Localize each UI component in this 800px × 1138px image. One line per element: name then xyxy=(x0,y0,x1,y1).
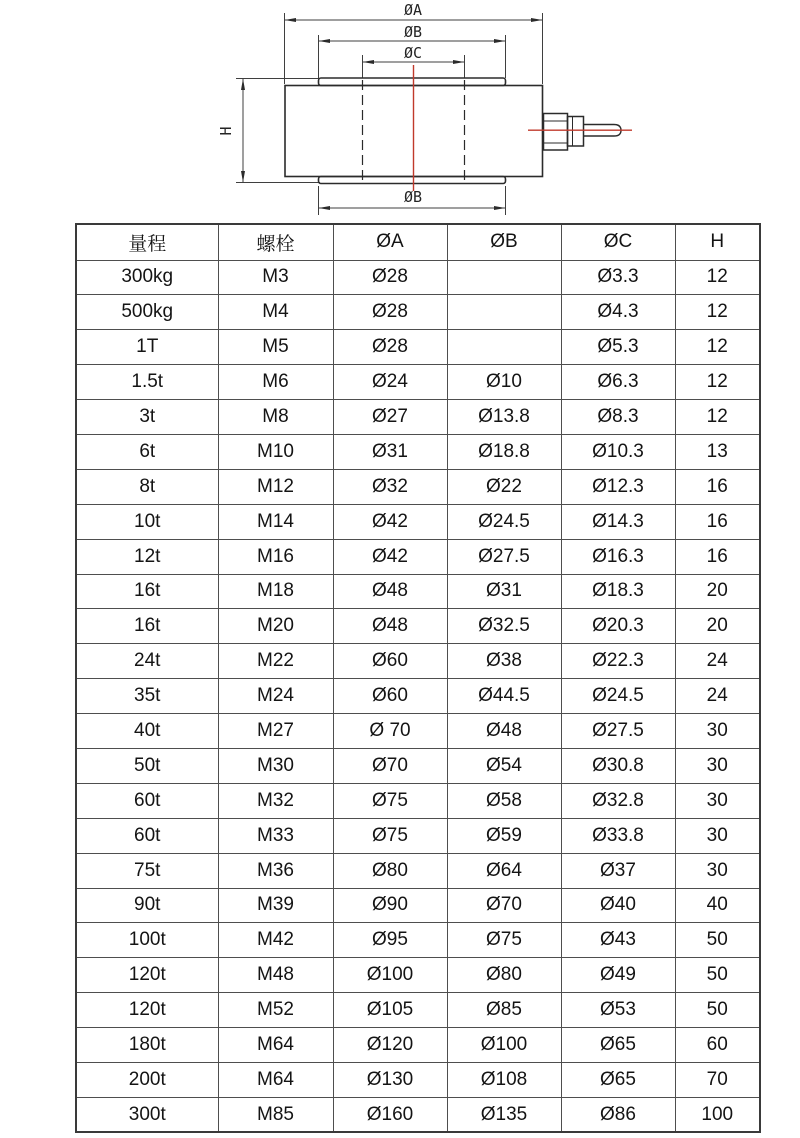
table-cell: Ø58 xyxy=(447,783,561,818)
table-cell: Ø70 xyxy=(333,748,447,783)
table-cell: M52 xyxy=(218,993,333,1028)
table-cell: 1T xyxy=(76,330,218,365)
extension-lines xyxy=(236,13,543,215)
table-row xyxy=(76,330,760,365)
table-cell: 13 xyxy=(675,434,760,469)
table-cell: 12 xyxy=(675,365,760,400)
table-row xyxy=(76,748,760,783)
table-row xyxy=(76,469,760,504)
table-cell: M64 xyxy=(218,1028,333,1063)
table-cell: 75t xyxy=(76,853,218,888)
table-cell: Ø6.3 xyxy=(561,365,675,400)
table-cell: Ø42 xyxy=(333,539,447,574)
table-row xyxy=(76,783,760,818)
column-header-range: 量程 xyxy=(76,224,218,260)
table-cell: Ø30.8 xyxy=(561,748,675,783)
table-cell: Ø86 xyxy=(561,1097,675,1132)
column-header-dia-a: ØA xyxy=(333,224,447,260)
table-row xyxy=(76,504,760,539)
table-cell: Ø108 xyxy=(447,1062,561,1097)
table-cell: Ø22 xyxy=(447,469,561,504)
table-row xyxy=(76,644,760,679)
table-cell: 100 xyxy=(675,1097,760,1132)
table-cell: 3t xyxy=(76,400,218,435)
table-cell: M8 xyxy=(218,400,333,435)
table-cell: M6 xyxy=(218,365,333,400)
table-cell: 50 xyxy=(675,923,760,958)
bottom-cap xyxy=(319,177,506,184)
table-row xyxy=(76,853,760,888)
table-cell: Ø95 xyxy=(333,923,447,958)
cable-gland xyxy=(544,114,622,151)
table-cell: Ø14.3 xyxy=(561,504,675,539)
table-row xyxy=(76,1028,760,1063)
table-cell: M3 xyxy=(218,260,333,295)
column-header-dia-b: ØB xyxy=(447,224,561,260)
table-cell: 300kg xyxy=(76,260,218,295)
table-cell xyxy=(447,330,561,365)
table-cell: M30 xyxy=(218,748,333,783)
table-row xyxy=(76,260,760,295)
table-cell xyxy=(447,295,561,330)
table-cell: M39 xyxy=(218,888,333,923)
table-cell: Ø37 xyxy=(561,853,675,888)
table-cell: 200t xyxy=(76,1062,218,1097)
table-cell: Ø18.3 xyxy=(561,574,675,609)
table-row xyxy=(76,609,760,644)
table-cell: Ø75 xyxy=(333,783,447,818)
table-cell: 24 xyxy=(675,644,760,679)
table-cell: M18 xyxy=(218,574,333,609)
table-cell: Ø75 xyxy=(447,923,561,958)
dim-label-dia-c: ØC xyxy=(403,44,423,62)
table-cell: Ø12.3 xyxy=(561,469,675,504)
table-cell: M32 xyxy=(218,783,333,818)
table-cell: Ø8.3 xyxy=(561,400,675,435)
table-row xyxy=(76,365,760,400)
table-cell: 6t xyxy=(76,434,218,469)
dim-label-height: H xyxy=(217,126,235,136)
table-cell: M36 xyxy=(218,853,333,888)
table-cell: Ø27.5 xyxy=(561,714,675,749)
table-cell xyxy=(447,260,561,295)
table-cell: 1.5t xyxy=(76,365,218,400)
table-cell: M5 xyxy=(218,330,333,365)
table-cell: 35t xyxy=(76,679,218,714)
table-cell: Ø75 xyxy=(333,818,447,853)
table-cell: M16 xyxy=(218,539,333,574)
table-cell: Ø27 xyxy=(333,400,447,435)
table-cell: 180t xyxy=(76,1028,218,1063)
table-cell: M22 xyxy=(218,644,333,679)
table-cell: Ø48 xyxy=(447,714,561,749)
centerlines xyxy=(414,65,633,191)
table-header-row xyxy=(76,224,760,260)
table-cell: Ø13.8 xyxy=(447,400,561,435)
table-cell: 10t xyxy=(76,504,218,539)
table-cell: Ø32 xyxy=(333,469,447,504)
table-cell: Ø53 xyxy=(561,993,675,1028)
table-cell: 60 xyxy=(675,1028,760,1063)
table-cell: 12 xyxy=(675,330,760,365)
table-cell: 50 xyxy=(675,993,760,1028)
table-cell: 8t xyxy=(76,469,218,504)
table-cell: 16 xyxy=(675,469,760,504)
table-row xyxy=(76,400,760,435)
table-cell: Ø27.5 xyxy=(447,539,561,574)
dim-label-dia-b-top: ØB xyxy=(403,23,423,41)
table-cell: Ø130 xyxy=(333,1062,447,1097)
table-cell: Ø70 xyxy=(447,888,561,923)
table-cell: Ø10.3 xyxy=(561,434,675,469)
table-cell: Ø28 xyxy=(333,260,447,295)
table-cell: 300t xyxy=(76,1097,218,1132)
table-row xyxy=(76,888,760,923)
table-row xyxy=(76,1062,760,1097)
table-cell: Ø80 xyxy=(333,853,447,888)
table-cell: Ø33.8 xyxy=(561,818,675,853)
table-cell: Ø3.3 xyxy=(561,260,675,295)
table-cell: Ø48 xyxy=(333,609,447,644)
table-row xyxy=(76,434,760,469)
table-cell: 100t xyxy=(76,923,218,958)
table-cell: Ø38 xyxy=(447,644,561,679)
table-cell: Ø90 xyxy=(333,888,447,923)
table-row xyxy=(76,1097,760,1132)
table-cell: Ø100 xyxy=(333,958,447,993)
column-header-dia-c: ØC xyxy=(561,224,675,260)
table-cell: Ø65 xyxy=(561,1062,675,1097)
load-cell-diagram-svg xyxy=(0,0,800,223)
table-cell: Ø32.8 xyxy=(561,783,675,818)
table-cell: M85 xyxy=(218,1097,333,1132)
table-cell: 20 xyxy=(675,609,760,644)
table-row xyxy=(76,295,760,330)
table-cell: 120t xyxy=(76,958,218,993)
table-row xyxy=(76,574,760,609)
table-cell: Ø16.3 xyxy=(561,539,675,574)
table-cell: 24t xyxy=(76,644,218,679)
spec-table xyxy=(75,223,761,1133)
top-cap xyxy=(319,78,506,86)
table-cell: Ø135 xyxy=(447,1097,561,1132)
table-cell: M4 xyxy=(218,295,333,330)
table-cell: 12 xyxy=(675,400,760,435)
table-cell: Ø 70 xyxy=(333,714,447,749)
table-cell: 60t xyxy=(76,783,218,818)
table-cell: Ø31 xyxy=(447,574,561,609)
table-cell: 16t xyxy=(76,609,218,644)
table-cell: 60t xyxy=(76,818,218,853)
table-cell: 30 xyxy=(675,853,760,888)
table-cell: Ø105 xyxy=(333,993,447,1028)
dim-label-dia-a: ØA xyxy=(403,1,423,19)
table-cell: 70 xyxy=(675,1062,760,1097)
dimension-arrowheads xyxy=(241,18,543,210)
table-cell: Ø28 xyxy=(333,295,447,330)
table-cell: Ø43 xyxy=(561,923,675,958)
table-cell: Ø54 xyxy=(447,748,561,783)
table-cell: 90t xyxy=(76,888,218,923)
table-cell: 20 xyxy=(675,574,760,609)
table-cell: Ø65 xyxy=(561,1028,675,1063)
table-cell: M48 xyxy=(218,958,333,993)
column-header-bolt: 螺栓 xyxy=(218,224,333,260)
table-cell: 50 xyxy=(675,958,760,993)
table-row xyxy=(76,993,760,1028)
table-cell: 16t xyxy=(76,574,218,609)
table-cell: Ø24 xyxy=(333,365,447,400)
table-cell: 30 xyxy=(675,818,760,853)
table-cell: 12t xyxy=(76,539,218,574)
dimension-lines xyxy=(243,20,543,208)
table-cell: Ø24.5 xyxy=(561,679,675,714)
table-cell: Ø28 xyxy=(333,330,447,365)
table-cell: 30 xyxy=(675,783,760,818)
table-cell: M12 xyxy=(218,469,333,504)
table-cell: 40 xyxy=(675,888,760,923)
table-cell: 50t xyxy=(76,748,218,783)
table-row xyxy=(76,714,760,749)
table-cell: 12 xyxy=(675,260,760,295)
table-cell: M20 xyxy=(218,609,333,644)
table-cell: Ø24.5 xyxy=(447,504,561,539)
table-cell: Ø4.3 xyxy=(561,295,675,330)
table-row xyxy=(76,923,760,958)
table-cell: Ø10 xyxy=(447,365,561,400)
table-row xyxy=(76,679,760,714)
table-cell: Ø20.3 xyxy=(561,609,675,644)
table-cell: 30 xyxy=(675,748,760,783)
table-cell: Ø44.5 xyxy=(447,679,561,714)
table-cell: Ø5.3 xyxy=(561,330,675,365)
table-cell: 12 xyxy=(675,295,760,330)
table-cell: M10 xyxy=(218,434,333,469)
table-cell: 120t xyxy=(76,993,218,1028)
table-cell: M14 xyxy=(218,504,333,539)
table-cell: Ø80 xyxy=(447,958,561,993)
table-cell: Ø60 xyxy=(333,644,447,679)
table-row xyxy=(76,539,760,574)
table-cell: Ø49 xyxy=(561,958,675,993)
table-cell: M24 xyxy=(218,679,333,714)
table-row xyxy=(76,818,760,853)
table-cell: 40t xyxy=(76,714,218,749)
table-cell: M42 xyxy=(218,923,333,958)
table-cell: Ø160 xyxy=(333,1097,447,1132)
table-cell: Ø32.5 xyxy=(447,609,561,644)
table-cell: Ø40 xyxy=(561,888,675,923)
table-cell: 16 xyxy=(675,539,760,574)
table-row xyxy=(76,958,760,993)
table-cell: Ø120 xyxy=(333,1028,447,1063)
table-cell: Ø59 xyxy=(447,818,561,853)
column-header-height: H xyxy=(675,224,760,260)
table-cell: 500kg xyxy=(76,295,218,330)
table-cell: 30 xyxy=(675,714,760,749)
table-cell: Ø42 xyxy=(333,504,447,539)
table-cell: Ø64 xyxy=(447,853,561,888)
table-cell: Ø31 xyxy=(333,434,447,469)
table-cell: Ø85 xyxy=(447,993,561,1028)
table-cell: Ø60 xyxy=(333,679,447,714)
table-cell: Ø100 xyxy=(447,1028,561,1063)
table-cell: M64 xyxy=(218,1062,333,1097)
table-cell: Ø18.8 xyxy=(447,434,561,469)
table-cell: 16 xyxy=(675,504,760,539)
table-cell: M27 xyxy=(218,714,333,749)
table-cell: Ø48 xyxy=(333,574,447,609)
table-cell: 24 xyxy=(675,679,760,714)
table-cell: Ø22.3 xyxy=(561,644,675,679)
dim-label-dia-b-bottom: ØB xyxy=(403,188,423,206)
load-cell-diagram xyxy=(0,0,800,223)
table-cell: M33 xyxy=(218,818,333,853)
